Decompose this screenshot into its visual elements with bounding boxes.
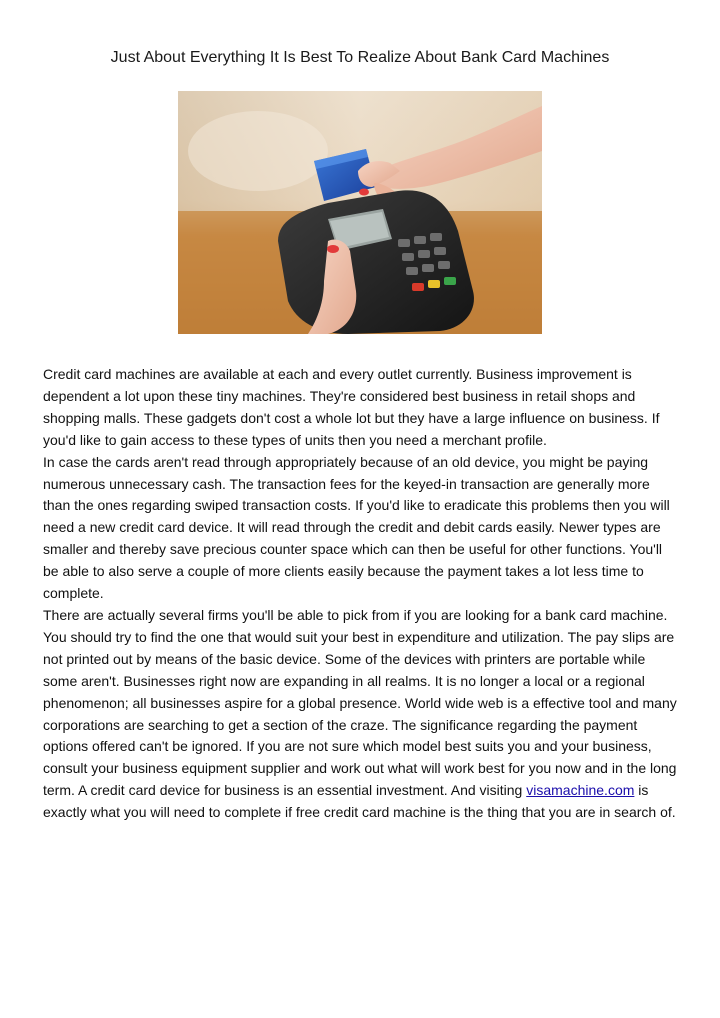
article-body [43,364,679,824]
hero-image [178,91,542,334]
page-title: Just About Everything It Is Best To Realize About Bank Card Machines [110,49,610,66]
paragraph-3-text-before: There are actually several firms you'll be able to pick from if you are looking for a bank card machine. You should try to find the one that would suit your best in expenditure and utilization. The pay slips are not printed out by means of the basic device. Some of the devices with printers are portable while some aren't. Businesses right now are expanding in all realms. It is no longer a local or a regional phenomenon; all businesses aspire for a global presence. World wide web is a effective tool and many corporations are searching to get a section of the craze. The significance regarding the payment options offered can't be ignored. If you are not sure which model best suits you and your business, consult your business equipment supplier and work out what will work best for you now and in the long term. A credit card device for business is an essential investment. And visiting [43,606,677,799]
paragraph-2: In case the cards aren't read through appropriately because of an old device, you might be paying numerous unnecessary cash. The transaction fees for the keyed-in transaction are generally more than the ones regarding swiped transaction costs. If you'd like to eradicate this problems then you will need a new credit card device. It will read through the credit and debit cards easily. Newer types are smaller and thereby save precious counter space which can then be useful for other functions. You'll be able to also serve a couple of more clients easily because the payment takes a lot less time to complete. [43,453,670,602]
card-payment-terminal-photo [178,91,542,334]
paragraph-3 [43,605,679,824]
paragraph-1: Credit card machines are available at each and every outlet currently. Business improvement is dependent a lot upon these tiny machines. They're considered best business in retail shops and shopping malls. These gadgets don't cost a whole lot but they have a large influence on business. If you'd like to gain access to these types of units then you need a merchant profile. [43,366,660,448]
visamachine-link[interactable]: visamachine.com [526,782,635,799]
paragraph-3-text-after: is exactly what you will need to complete if free credit card machine is the thing that you are in search of. [43,782,676,821]
